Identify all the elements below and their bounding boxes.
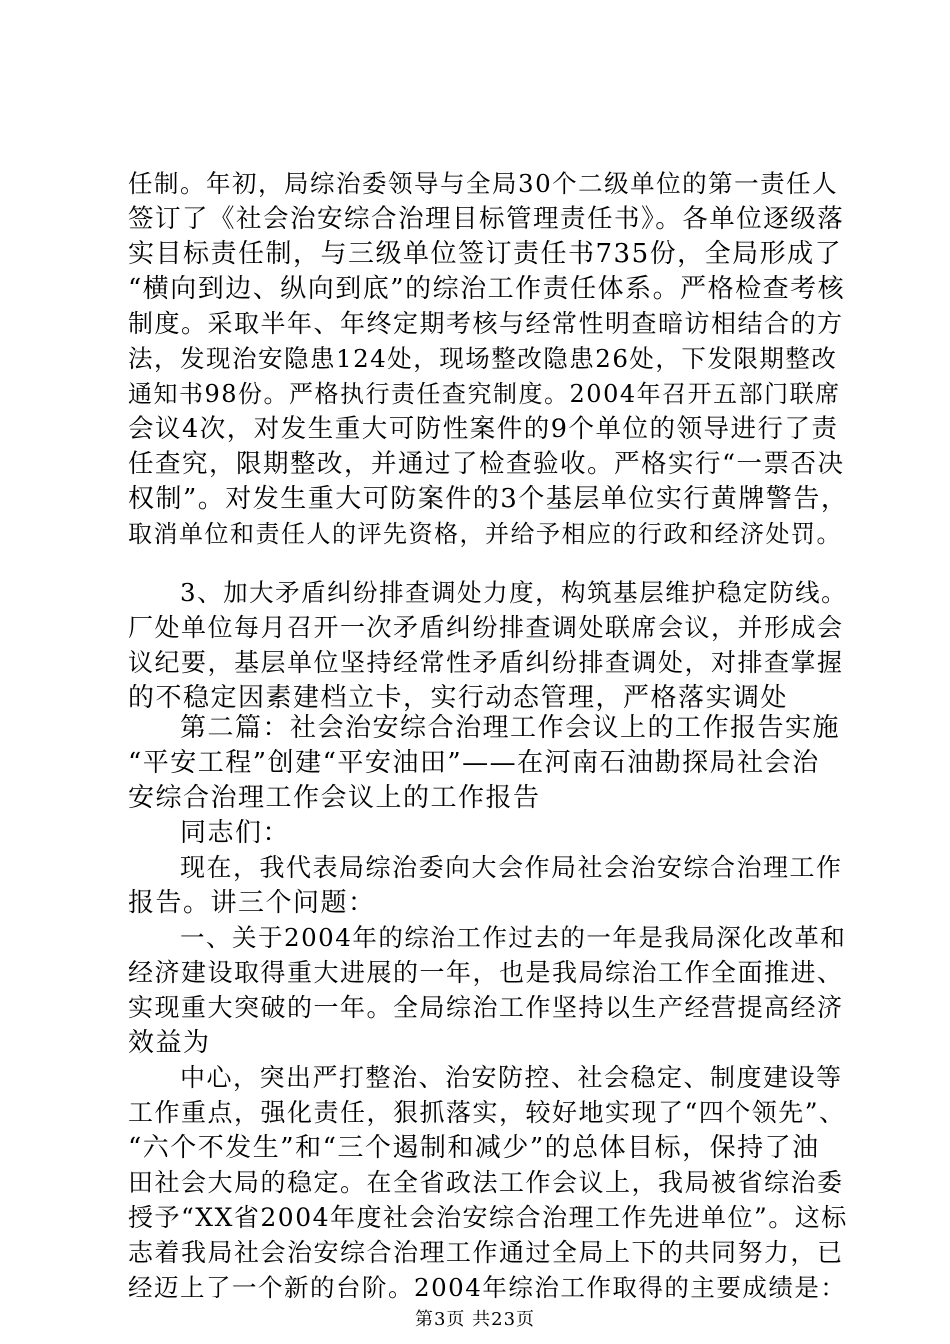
section-heading: 安综合治理工作会议上的工作报告 <box>128 783 541 813</box>
text-line: 会议4次，对发生重大可防性案件的9个单位的领导进行了责 <box>128 414 839 444</box>
text-line: 通知书98份。严格执行责任查究制度。2004年召开五部门联席 <box>128 380 841 408</box>
text-line: “横向到边、纵向到底”的综治工作责任体系。严格检查考核 <box>128 274 846 304</box>
text-line: 田社会大局的稳定。在全省政法工作会议上，我局被省综治委 <box>128 1168 844 1197</box>
text-line: 志着我局社会治安综合治理工作通过全局上下的共同努力，已 <box>128 1238 844 1267</box>
section-heading: 第二篇：社会治安综合治理工作会议上的工作报告实施 <box>180 713 841 743</box>
text-line: 实目标责任制，与三级单位签订责任书735份，全局形成了 <box>128 239 843 269</box>
text-line: 经济建设取得重大进展的一年，也是我局综治工作全面推进、 <box>128 958 844 987</box>
text-line: 报告。讲三个问题： <box>128 888 376 918</box>
text-line: 一、关于2004年的综治工作过去的一年是我局深化改革和 <box>180 923 847 952</box>
page-number: 第3页 共23页 <box>414 1309 536 1330</box>
text-line: 任查究，限期整改，并通过了检查验收。严格实行“一票否决 <box>128 449 845 479</box>
text-line: 厂处单位每月召开一次矛盾纠纷排查调处联席会议，并形成会 <box>128 613 844 642</box>
text-line: 经迈上了一个新的台阶。2004年综治工作取得的主要成绩是： <box>128 1273 847 1302</box>
text-line: 中心，突出严打整治、治安防控、社会稳定、制度建设等 <box>180 1063 843 1092</box>
salutation: 同志们： <box>180 818 291 848</box>
text-line: 效益为 <box>128 1028 211 1058</box>
text-line: 实现重大突破的一年。全局综治工作坚持以生产经营提高经济 <box>128 993 844 1022</box>
text-line: 取消单位和责任人的评先资格，并给予相应的行政和经济处罚。 <box>128 520 842 548</box>
text-line: “六个不发生”和“三个遏制和减少”的总体目标，保持了油 <box>128 1133 820 1163</box>
text-line: 任制。年初，局综治委领导与全局30个二级单位的第一责任人 <box>128 169 839 198</box>
text-line: 权制”。对发生重大可防案件的3个基层单位实行黄牌警告， <box>128 484 849 514</box>
text-line: 议纪要，基层单位坚持经常性矛盾纠纷排查调处，对排查掌握 <box>128 648 844 677</box>
text-line: 授予“XX省2004年度社会治安综合治理工作先进单位”。这标 <box>128 1203 848 1232</box>
text-line: 法，发现治安隐患124处，现场整改隐患26处，下发限期整改 <box>128 344 838 373</box>
text-line: 3、加大矛盾纠纷排查调处力度，构筑基层维护稳定防线。 <box>180 578 848 607</box>
text-line: 的不稳定因素建档立卡，实行动态管理，严格落实调处 <box>128 683 789 713</box>
text-line: 现在，我代表局综治委向大会作局社会治安综合治理工作 <box>180 853 843 882</box>
text-line: 工作重点，强化责任，狠抓落实，较好地实现了“四个领先”、 <box>128 1098 846 1127</box>
section-heading: “平安工程”创建“平安油田”——在河南石油勘探局社会治 <box>128 748 820 778</box>
text-line: 制度。采取半年、年终定期考核与经常性明查暗访相结合的方 <box>128 309 844 338</box>
text-line: 签订了《社会治安综合治理目标管理责任书》。各单位逐级落 <box>128 204 845 234</box>
